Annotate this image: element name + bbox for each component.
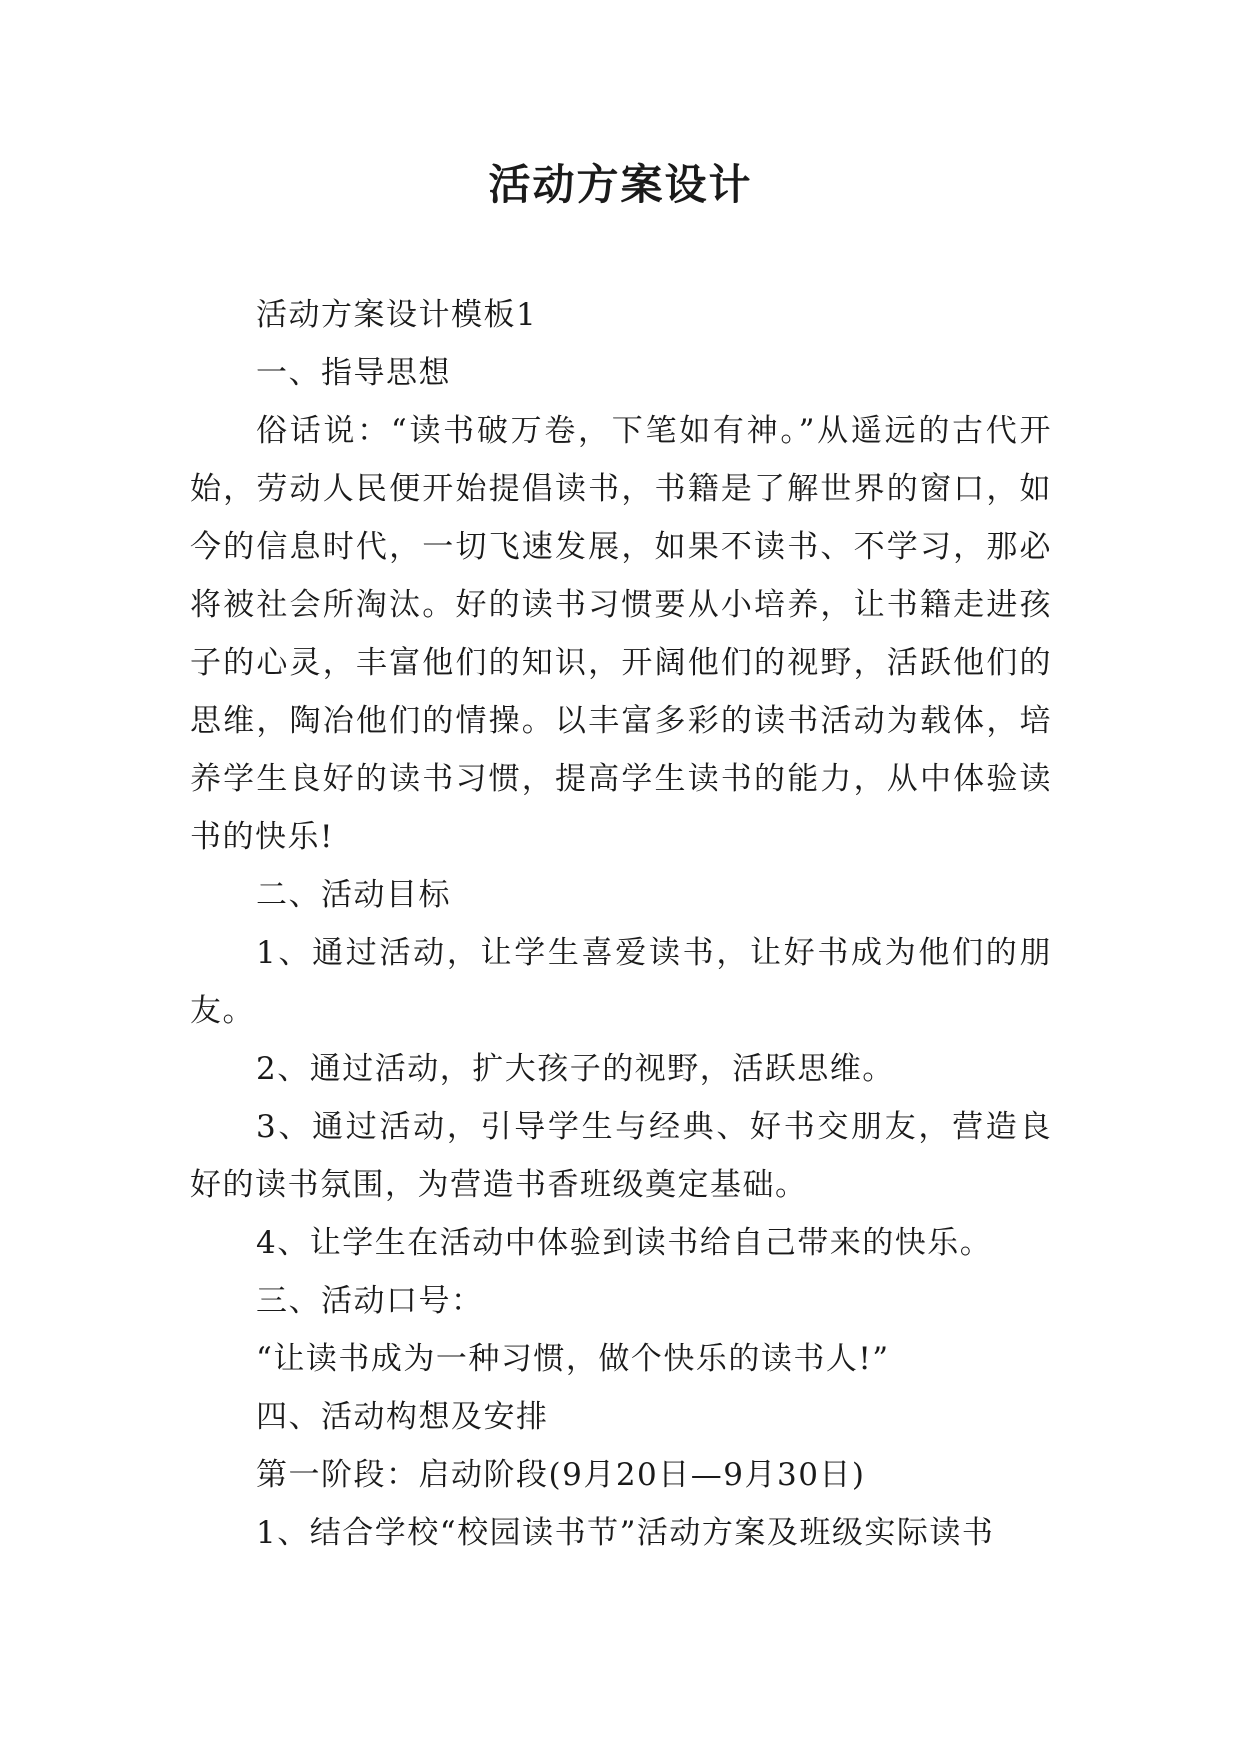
list-item: 4、让学生在活动中体验到读书给自己带来的快乐。 [256, 1225, 993, 1261]
list-item: 1、通过活动，让学生喜爱读书，让好书成为他们的朋友。 [190, 935, 1052, 1029]
document-title: 活动方案设计 [488, 160, 753, 209]
list-item: 2、通过活动，扩大孩子的视野，活跃思维。 [256, 1051, 895, 1087]
list-item: 3、通过活动，引导学生与经典、好书交朋友，营造良好的读书氛围，为营造书香班级奠定基础。 [190, 1109, 1052, 1203]
paragraph: 俗话说：“读书破万卷，下笔如有神。”从遥远的古代开始，劳动人民便开始提倡读书，书籍是了解世界的窗口，如今的信息时代，一切飞速发展，如果不读书、不学习，那必将被社会所淘汰。好的读书习惯要从小培养，让书籍走进孩子的心灵，丰富他们的知识，开阔他们的视野，活跃他们的思维，陶冶他们的情操。以丰富多彩的读书活动为载体，培养学生良好的读书习惯，提高学生读书的能力，从中体验读书的快乐! [190, 413, 1052, 855]
document-body [190, 286, 1052, 1562]
section-heading: 四、活动构想及安排 [256, 1399, 549, 1435]
stage-heading: 第一阶段：启动阶段(9月20日—9月30日) [256, 1457, 866, 1493]
paragraph: 活动方案设计模板1 [256, 297, 538, 333]
section-heading: 三、活动口号： [256, 1283, 484, 1319]
list-item: 1、结合学校“校园读书节”活动方案及班级实际读书 [256, 1515, 995, 1551]
section-heading: 二、活动目标 [256, 877, 451, 913]
section-heading: 一、指导思想 [256, 355, 451, 391]
slogan: “让读书成为一种习惯，做个快乐的读书人!” [256, 1341, 890, 1377]
